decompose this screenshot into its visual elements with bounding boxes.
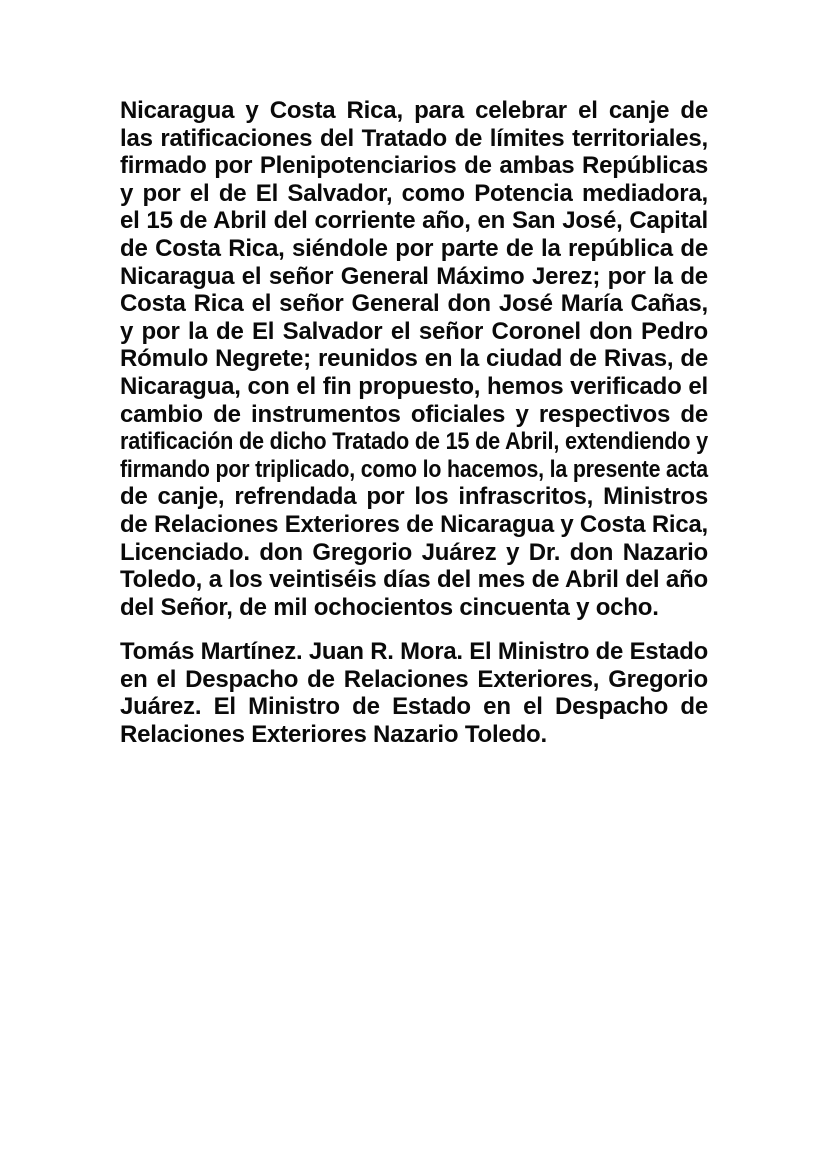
text-line: del Señor, de mil ochocientos cincuenta y ocho. [120, 593, 659, 621]
text-line: el 15 de Abril del corriente año, en San José, Capital [120, 207, 709, 235]
text-line: Tomás Martínez. Juan R. Mora. El Ministro de Estado [120, 638, 709, 666]
text-line: de Relaciones Exteriores de Nicaragua y Costa Rica, [120, 510, 708, 538]
text-line: en el Despacho de Relaciones Exteriores, Gregorio [120, 665, 708, 693]
text-line: de Costa Rica, siéndole por parte de la república de [120, 234, 709, 262]
text-line: Relaciones Exteriores Nazario Toledo. [120, 721, 547, 749]
text-line: Rómulo Negrete; reunidos en la ciudad de Rivas, de [120, 345, 709, 373]
text-line: y por la de El Salvador el señor Coronel don Pedro [120, 317, 709, 345]
text-line: Toledo, a los veintiséis días del mes de Abril del año [120, 566, 709, 594]
text-line: firmado por Plenipotenciarios de ambas Repúblicas [120, 152, 708, 180]
text-line: Nicaragua y Costa Rica, para celebrar el canje de [120, 97, 708, 124]
text-block [120, 97, 708, 766]
text-line: cambio de instrumentos oficiales y respectivos de [120, 400, 708, 428]
text-line: de canje, refrendada por los infrascritos, Ministros [120, 483, 708, 511]
text-line: ratificación de dicho Tratado de 15 de Abril, extendiendo y [120, 428, 708, 456]
text-line: las ratificaciones del Tratado de límites territoriales, [120, 124, 708, 152]
paragraph [120, 638, 708, 748]
paragraph [120, 97, 708, 621]
text-line: Costa Rica el señor General don José María Cañas, [120, 290, 708, 318]
text-line: Licenciado. don Gregorio Juárez y Dr. don Nazario [120, 538, 709, 566]
text-line: firmando por triplicado, como lo hacemos, la presente acta [120, 455, 708, 483]
text-line: y por el de El Salvador, como Potencia mediadora, [120, 179, 709, 207]
text-line: Juárez. El Ministro de Estado en el Despacho de [120, 693, 708, 721]
text-line: Nicaragua el señor General Máximo Jerez; por la de [120, 262, 708, 290]
text-line: Nicaragua, con el fin propuesto, hemos verificado el [120, 372, 708, 400]
